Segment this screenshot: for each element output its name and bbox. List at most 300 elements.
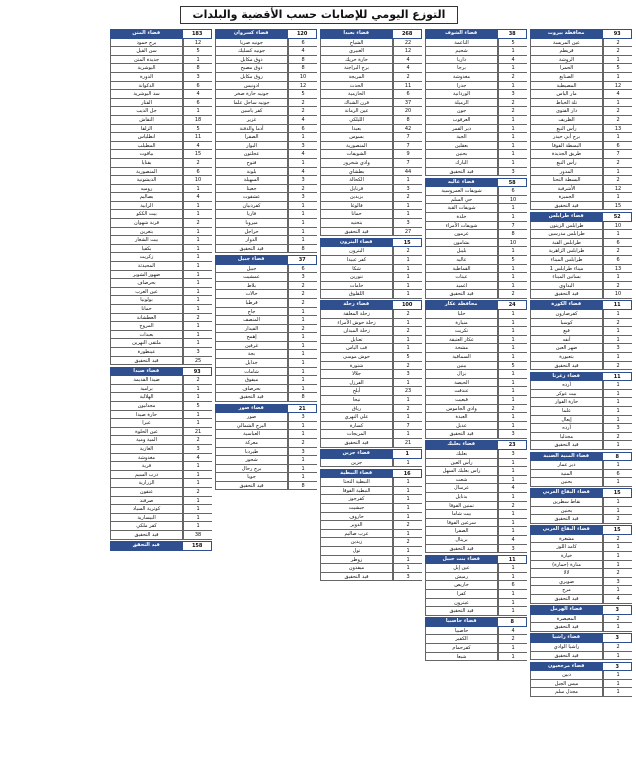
district-column xyxy=(215,29,317,773)
town-name: حامات xyxy=(320,282,393,291)
case-count: 1 xyxy=(183,385,212,394)
case-count: 5 xyxy=(498,362,527,371)
town-name: جون xyxy=(425,107,498,116)
case-count: 1 xyxy=(498,82,527,91)
case-count: 1 xyxy=(393,336,422,345)
case-count: 3 xyxy=(183,445,212,454)
case-count: 2 xyxy=(393,538,422,547)
town-name: قيد التحقيق xyxy=(215,245,288,254)
section-total: 3 xyxy=(602,633,632,643)
table-row xyxy=(320,247,422,256)
town-name: المريجات xyxy=(320,430,393,439)
case-count: 3 xyxy=(498,168,527,177)
case-count: 1 xyxy=(183,185,212,194)
town-name: بزبدين xyxy=(320,193,393,202)
town-name: طيردبا xyxy=(215,448,288,457)
section-header xyxy=(530,29,632,39)
town-name: رأس النبع xyxy=(530,125,603,134)
town-name: رأس النبع xyxy=(530,159,603,168)
case-count: 1 xyxy=(498,327,527,336)
town-name: عين المريسة xyxy=(530,39,603,48)
table-row xyxy=(215,142,317,151)
town-name: بتخنيه xyxy=(320,219,393,228)
case-count: 3 xyxy=(603,424,632,433)
table-row xyxy=(425,247,527,256)
case-count: 4 xyxy=(498,484,527,493)
town-name: جونيه كسليك xyxy=(215,47,288,56)
town-name: المنصورية xyxy=(320,142,393,151)
town-name: المروج xyxy=(110,322,183,331)
table-row xyxy=(320,430,422,439)
table-row xyxy=(215,56,317,65)
case-count: 2 xyxy=(393,73,422,82)
town-name: المنصورية xyxy=(110,168,183,177)
table-row xyxy=(530,381,632,390)
table-row xyxy=(320,336,422,345)
town-name: المنية xyxy=(530,470,603,479)
table-row xyxy=(215,333,317,342)
town-name: مغدوشة xyxy=(425,73,498,82)
town-name: عرمون xyxy=(425,230,498,239)
section-name: قضاء الهرمل xyxy=(530,605,602,615)
table-row xyxy=(425,107,527,116)
table-row xyxy=(215,413,317,422)
town-name: عدبل xyxy=(425,422,498,431)
table-row xyxy=(215,482,317,491)
table-row xyxy=(425,607,527,616)
table-row xyxy=(425,527,527,536)
town-name: الجية xyxy=(425,133,498,142)
case-count: 1 xyxy=(393,265,422,274)
table-row xyxy=(425,653,527,662)
table-row xyxy=(425,222,527,231)
table-row xyxy=(530,470,632,479)
table-row xyxy=(530,327,632,336)
town-name: مجدل سلم xyxy=(530,688,603,697)
table-row xyxy=(425,319,527,328)
case-count: 2 xyxy=(603,535,632,544)
case-count: 5 xyxy=(393,353,422,362)
table-row xyxy=(425,493,527,502)
case-count: 1 xyxy=(183,462,212,471)
table-row xyxy=(530,125,632,134)
section-name: محافظة عكار xyxy=(425,300,497,310)
table-row xyxy=(110,125,212,134)
case-count: 1 xyxy=(393,513,422,522)
case-count: 2 xyxy=(498,290,527,299)
town-name: فرن الشباك xyxy=(320,99,393,108)
case-count: 6 xyxy=(603,142,632,151)
case-count: 4 xyxy=(288,150,317,159)
section-name: قضاء مرجعيون xyxy=(530,662,602,672)
case-count: 1 xyxy=(288,359,317,368)
table-row xyxy=(110,411,212,420)
table-row xyxy=(215,456,317,465)
town-name: إيعال xyxy=(530,416,603,425)
town-name: المدور xyxy=(530,168,603,177)
town-name: جويا xyxy=(215,473,288,482)
table-row xyxy=(425,370,527,379)
town-name: الكفير xyxy=(425,635,498,644)
table-row xyxy=(215,465,317,474)
table-row xyxy=(215,99,317,108)
table-row xyxy=(425,133,527,142)
case-count: 1 xyxy=(183,253,212,262)
case-count: 2 xyxy=(603,116,632,125)
case-count: 2 xyxy=(288,185,317,194)
town-name: شتورة xyxy=(320,362,393,371)
table-row xyxy=(425,168,527,177)
table-row xyxy=(110,236,212,245)
town-name: بيت الككو xyxy=(110,210,183,219)
case-count: 3 xyxy=(288,413,317,422)
case-count: 2 xyxy=(393,310,422,319)
town-name: بدنايل xyxy=(425,493,498,502)
town-name: قيد التحقيق xyxy=(320,573,393,582)
town-name: دير القمر xyxy=(425,125,498,134)
section-name: محافظة بيروت xyxy=(530,29,602,39)
town-name: قيد التحقيق xyxy=(530,623,603,632)
case-count: 1 xyxy=(183,514,212,523)
section-name: قضاء طرابلس xyxy=(530,212,602,222)
table-row xyxy=(320,439,422,448)
case-count: 7 xyxy=(498,222,527,231)
table-row xyxy=(425,196,527,205)
town-name: عنقون xyxy=(110,488,183,497)
town-name: بجة xyxy=(215,350,288,359)
table-row xyxy=(215,176,317,185)
case-count: 1 xyxy=(603,336,632,345)
table-row xyxy=(215,47,317,56)
case-count: 1 xyxy=(498,344,527,353)
town-name: بلونة xyxy=(215,168,288,177)
case-count: 1 xyxy=(393,504,422,513)
town-name: المريجة xyxy=(320,73,393,82)
table-row xyxy=(215,185,317,194)
town-name: طرابلس الزاهرية xyxy=(530,247,603,256)
case-count: 1 xyxy=(603,353,632,362)
town-name: الدكوانة xyxy=(110,82,183,91)
case-count: 1 xyxy=(498,150,527,159)
town-name: بعلبك xyxy=(425,450,498,459)
town-name: حارة حريك xyxy=(320,56,393,65)
town-name: كفرجوز xyxy=(320,495,393,504)
table-row xyxy=(425,39,527,48)
town-name: حاروف xyxy=(320,513,393,522)
case-count: 1 xyxy=(603,230,632,239)
case-count: 2 xyxy=(183,314,212,323)
table-row xyxy=(110,488,212,497)
case-count: 1 xyxy=(393,396,422,405)
table-row xyxy=(215,282,317,291)
table-row xyxy=(110,454,212,463)
table-row xyxy=(530,441,632,450)
district-column xyxy=(425,29,527,773)
case-count: 1 xyxy=(183,107,212,116)
town-name: قيد التحقيق xyxy=(425,545,498,554)
section-name: قضاء المتن xyxy=(110,29,182,39)
table-row xyxy=(425,510,527,519)
section-total: 183 xyxy=(182,29,212,39)
table-row xyxy=(320,116,422,125)
table-row xyxy=(425,502,527,511)
town-name: بلاط xyxy=(215,282,288,291)
table-row xyxy=(320,265,422,274)
town-name: قيد التحقيق xyxy=(215,482,288,491)
table-row xyxy=(425,476,527,485)
town-name: جونيه صربا xyxy=(215,39,288,48)
case-count: 1 xyxy=(498,493,527,502)
table-row xyxy=(530,498,632,507)
case-count: 1 xyxy=(183,245,212,254)
case-count: 3 xyxy=(288,273,317,282)
section-header xyxy=(320,29,422,39)
case-count: 1 xyxy=(498,204,527,213)
table-row xyxy=(320,353,422,362)
case-count: 1 xyxy=(183,339,212,348)
table-row xyxy=(530,615,632,624)
case-count: 5 xyxy=(183,47,212,56)
section-name: قضاء البقاع الغربي xyxy=(530,525,602,535)
section-header xyxy=(215,29,317,39)
case-count: 2 xyxy=(288,299,317,308)
section-total: 38 xyxy=(497,29,527,39)
table-row xyxy=(320,487,422,496)
case-count: 1 xyxy=(183,202,212,211)
table-row xyxy=(425,344,527,353)
town-name: عجلتون xyxy=(215,150,288,159)
case-count: 1 xyxy=(393,478,422,487)
case-count: 21 xyxy=(393,439,422,448)
case-count: 1 xyxy=(393,273,422,282)
section-total: 15 xyxy=(392,238,422,248)
table-row xyxy=(215,350,317,359)
table-row xyxy=(320,319,422,328)
town-name: خلدة xyxy=(425,213,498,222)
town-name: قيد التحقيق xyxy=(425,168,498,177)
case-count: 18 xyxy=(183,116,212,125)
town-name: قرية xyxy=(110,462,183,471)
town-name: بتعبورة xyxy=(530,353,603,362)
case-count: 1 xyxy=(288,202,317,211)
table-row xyxy=(110,393,212,402)
case-count: 2 xyxy=(603,176,632,185)
case-count: 6 xyxy=(288,265,317,274)
town-name: الناعمة xyxy=(425,39,498,48)
town-name: درب السيم xyxy=(110,471,183,480)
case-count: 1 xyxy=(183,279,212,288)
case-count: 1 xyxy=(498,653,527,662)
town-name: فاريا xyxy=(215,210,288,219)
table-row xyxy=(320,256,422,265)
town-name: بتغرين xyxy=(110,228,183,237)
town-name: الغبيري xyxy=(320,47,393,56)
town-name: النبطية الفوقا xyxy=(320,487,393,496)
town-name: بحرصاف xyxy=(110,279,183,288)
table-row xyxy=(530,185,632,194)
town-name: أرده xyxy=(530,424,603,433)
town-name: الرابية xyxy=(110,202,183,211)
table-row xyxy=(215,193,317,202)
town-name: العبدة xyxy=(425,413,498,422)
town-name: الرميلة xyxy=(425,99,498,108)
case-count: 23 xyxy=(393,387,422,396)
case-count: 1 xyxy=(603,273,632,282)
case-count: 1 xyxy=(288,133,317,142)
town-name: الدوير xyxy=(320,521,393,530)
town-name: برامية xyxy=(110,385,183,394)
town-name: قيد التحقيق xyxy=(110,531,183,540)
case-count: 1 xyxy=(603,561,632,570)
table-row xyxy=(425,230,527,239)
case-count: 2 xyxy=(603,643,632,652)
town-name: راس بعلبك السهل xyxy=(425,467,498,476)
town-name: ملتقى النهرين xyxy=(110,339,183,348)
table-row xyxy=(530,578,632,587)
town-name: مار الياس xyxy=(530,90,603,99)
case-count: 1 xyxy=(393,202,422,211)
town-name: جدايل xyxy=(215,359,288,368)
table-row xyxy=(530,82,632,91)
case-count: 2 xyxy=(603,433,632,442)
case-count: 1 xyxy=(603,99,632,108)
table-row xyxy=(215,359,317,368)
table-row xyxy=(320,459,422,468)
town-name: خيارة xyxy=(530,552,603,561)
town-name: الفرزل xyxy=(320,379,393,388)
table-row xyxy=(110,462,212,471)
section-header xyxy=(530,372,632,382)
section-name: قضاء الكورة xyxy=(530,300,602,310)
case-count: 2 xyxy=(183,488,212,497)
town-name: الوردانية xyxy=(425,90,498,99)
town-name: الدوار xyxy=(215,236,288,245)
case-count: 6 xyxy=(288,125,317,134)
case-count: 42 xyxy=(393,125,422,134)
case-count: 4 xyxy=(183,142,212,151)
table-row xyxy=(530,652,632,661)
case-count: 1 xyxy=(288,473,317,482)
table-row xyxy=(530,424,632,433)
case-count: 13 xyxy=(603,265,632,274)
case-count: 20 xyxy=(393,107,422,116)
table-row xyxy=(320,422,422,431)
case-count: 4 xyxy=(183,454,212,463)
town-name: الهلالية xyxy=(110,393,183,402)
case-count: 2 xyxy=(603,39,632,48)
section-name: قضاء جبيل xyxy=(215,255,287,265)
case-count: 10 xyxy=(288,73,317,82)
town-name: دار الفتوى xyxy=(530,107,603,116)
town-name: حارة صيدا xyxy=(110,411,183,420)
case-count: 1 xyxy=(498,599,527,608)
table-row xyxy=(110,47,212,56)
case-count: 1 xyxy=(603,688,632,697)
case-count: 2 xyxy=(183,159,212,168)
town-name: المحيدثة xyxy=(110,262,183,271)
town-name: قيد التحقيق xyxy=(215,393,288,402)
table-row xyxy=(215,439,317,448)
town-name: بشامون xyxy=(425,239,498,248)
table-row xyxy=(110,497,212,506)
table-row xyxy=(110,168,212,177)
town-name: سن الفيل xyxy=(110,47,183,56)
case-count: 1 xyxy=(603,478,632,487)
case-count: 3 xyxy=(498,430,527,439)
table-row xyxy=(110,279,212,288)
table-row xyxy=(110,479,212,488)
town-name: كفر ياسين xyxy=(215,107,288,116)
case-count: 8 xyxy=(288,393,317,402)
town-name: مشغرة xyxy=(530,535,603,544)
table-row xyxy=(425,239,527,248)
case-count: 1 xyxy=(393,564,422,573)
town-name: بعبدا xyxy=(320,125,393,134)
table-row xyxy=(320,142,422,151)
town-name: بطشاي xyxy=(320,168,393,177)
table-row xyxy=(320,547,422,556)
table-row xyxy=(110,357,212,366)
table-row xyxy=(215,150,317,159)
table-row xyxy=(320,176,422,185)
case-count: 1 xyxy=(498,379,527,388)
town-name: فالوغا xyxy=(320,202,393,211)
table-row xyxy=(110,505,212,514)
town-name: قرنة شهوان xyxy=(110,219,183,228)
town-name: جاج xyxy=(215,308,288,317)
case-count: 1 xyxy=(603,586,632,595)
town-name: كسارة xyxy=(320,422,393,431)
case-count: 21 xyxy=(183,428,212,437)
case-count: 1 xyxy=(498,387,527,396)
table-row xyxy=(215,107,317,116)
town-name: طرابلس الزيتون xyxy=(530,222,603,231)
town-name: طرابلس القبة xyxy=(530,239,603,248)
table-row xyxy=(530,247,632,256)
town-name: قيد التحقيق xyxy=(320,439,393,448)
section-total: 8 xyxy=(602,452,632,462)
table-row xyxy=(110,219,212,228)
case-count: 1 xyxy=(288,350,317,359)
table-row xyxy=(425,536,527,545)
case-count: 1 xyxy=(183,271,212,280)
case-count: 1 xyxy=(183,522,212,531)
section-header xyxy=(425,29,527,39)
table-row xyxy=(320,56,422,65)
table-row xyxy=(110,322,212,331)
table-row xyxy=(530,133,632,142)
table-row xyxy=(530,416,632,425)
town-name: شامات xyxy=(215,368,288,377)
case-count: 4 xyxy=(498,627,527,636)
town-name: الشياح xyxy=(320,39,393,48)
case-count: 1 xyxy=(498,467,527,476)
section-header xyxy=(425,440,527,450)
section-name: قضاء المنية الضنية xyxy=(530,452,602,462)
section-name: قضاء صور xyxy=(215,404,287,414)
case-count: 6 xyxy=(183,168,212,177)
table-row xyxy=(215,376,317,385)
table-row xyxy=(425,142,527,151)
table-row xyxy=(425,64,527,73)
town-name: عين الرمانة xyxy=(320,107,393,116)
town-name: قيد التحقيق xyxy=(530,595,603,604)
case-count: 8 xyxy=(288,56,317,65)
case-count: 44 xyxy=(393,168,422,177)
case-count: 1 xyxy=(393,556,422,565)
case-count: 1 xyxy=(498,527,527,536)
table-row xyxy=(110,133,212,142)
